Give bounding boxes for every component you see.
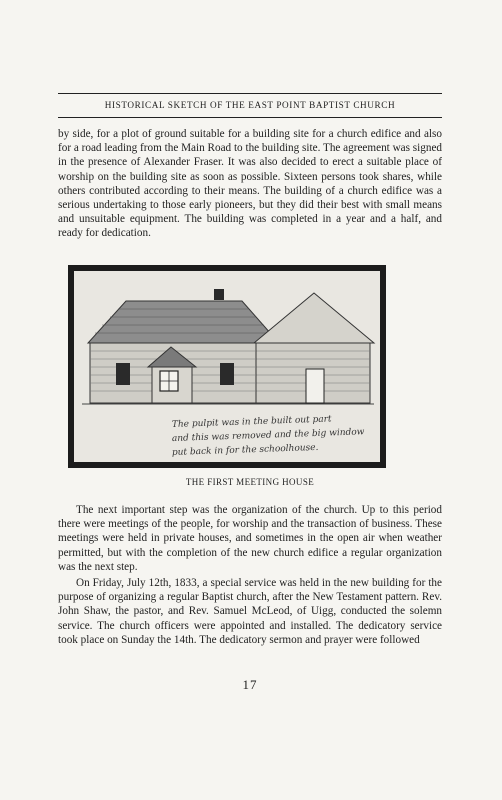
paragraph-2: The next important step was the organization of the church. Up to this period there were meetings of the people, for worship and the transaction of business. These meetings were held in private houses, and sometimes in the open air when weather permitted, but with the completion of the new church edifice a regular organization was the next step. [58,504,442,573]
meeting-house-illustration [68,265,386,468]
handwritten-note-line-1: The pulpit was in the built out part [171,414,332,430]
meeting-house-sketch [74,271,380,462]
header-rule-top [58,93,442,94]
page-number: 17 [242,677,258,692]
handwritten-note-line-3: put back in for the schoolhouse. [171,442,319,458]
paragraph-1: by side, for a plot of ground suitable for a building site for a church edifice and also for a road leading from the Main Road to the building site. The agreement was signed in the presence of Alexander Fraser. It was also decided to erect a suitable place of worship on the building site as soon as possible. Sixteen persons took shares, while others contributed according to their means. The building of a church edifice was a serious undertaking to those early pioneers, but they did their best with small means and unsuitable equipment. The building was completed in a year and a half, and ready for dedication. [58,128,442,240]
handwritten-note-line-2: and this was removed and the big window [171,427,365,444]
figure-caption: THE FIRST MEETING HOUSE [185,477,315,487]
paragraph-3: On Friday, July 12th, 1833, a special service was held in the new building for the purpose of organizing a regular Baptist church, after the New Testament pattern. Rev. John Shaw, the pastor, and Rev. Samuel McLeod, of Uigg, conducted the solemn service. The church officers were appointed and installed. The dedicatory service took place on Sunday the 14th. The dedicatory sermon and prayer were followed [58,577,442,646]
running-header: HISTORICAL SKETCH OF THE EAST POINT BAPTIST CHURCH [104,100,396,110]
